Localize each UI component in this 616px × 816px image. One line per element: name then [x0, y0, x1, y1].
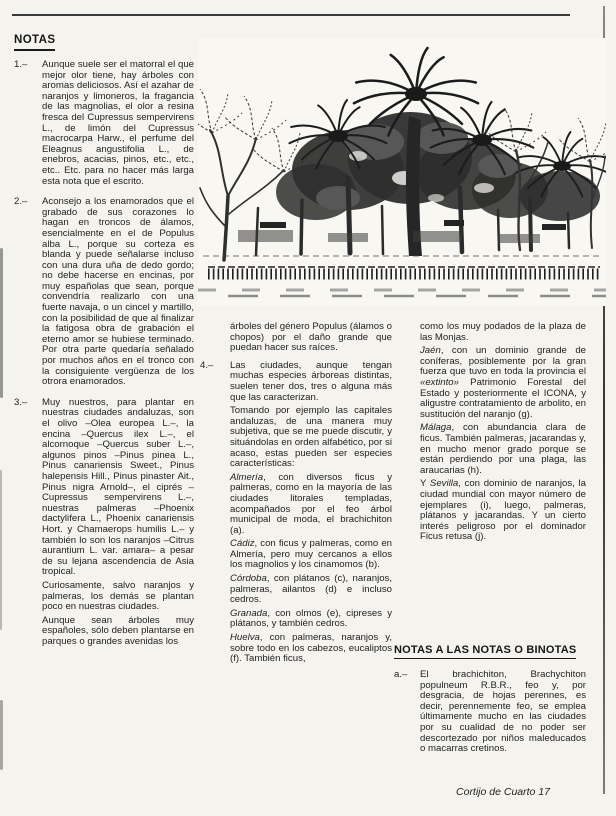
note-3	[14, 398, 194, 651]
city-name: Córdoba	[230, 573, 267, 585]
city-text: , con diversos ficus y palmeras, como en la mayoría de las ciudades litorales templadas, acompañados por el feo árbol municipal de moda, el brachichiton (a).	[230, 471, 392, 536]
city-paragraph-almeria	[230, 473, 392, 537]
right-column	[394, 322, 586, 546]
scan-smudge	[0, 248, 3, 398]
note-a-block	[394, 670, 586, 758]
note-3-text: Aunque sean árboles muy españoles, sólo deben plantarse en parques o grandes avenidas los	[42, 614, 194, 647]
binotas-heading	[394, 644, 586, 659]
city-text: , con ficus y palmeras, como en Almería, pero muy cercanos a ellos los magnolios y los cinamomos (b).	[230, 538, 392, 571]
note-1	[14, 60, 194, 190]
continuation-paragraph: árboles del género Populus (álamos o chopos) por el daño grande que puedan hacer sus raíces.	[230, 321, 392, 354]
quoted-word: «extinto»	[420, 376, 459, 388]
city-name: Almería	[230, 471, 264, 483]
park-palms-photo	[198, 38, 606, 306]
note-a-text: El brachichiton, Brachychiton populneum R.B.R., feo y, por desgracia, de hojas perennes, es decir, perennemente feo, se emplea últimamente mucho en las ciudades por su cualidad de no poder ser descortezado por niños maleducados o macarras cretinos.	[420, 669, 586, 755]
page-footer: Cortijo de Cuarto 17	[456, 786, 550, 798]
city-name: Cádiz	[230, 538, 255, 550]
note-a	[394, 669, 586, 755]
note-1-text: Aunque suele ser el matorral el que mejor olor tiene, hay árboles con aromas deliciosos. Así el azahar de naranjos y limoneros, la fragancia de las magnolias, el olor a resina fresca del Cupressus sempervirens L., de limón del Cupressus macrocarpa Harw., el perfume del Eleagnus angustifolia L., de enebros, acacias, pinos, etc., etc., etc.. Etc. para no hacer más larga esta nota que el escrito.	[42, 59, 194, 187]
note-3-number: 3.–	[14, 396, 28, 408]
city-text: , con abundancia clara de ficus. También palmeras, jacarandas y, en mucho menor grado porque se están perdiendo por una plaga, las araucarias (h).	[420, 422, 586, 476]
city-name: Jaén	[420, 345, 441, 357]
city-paragraph-malaga	[420, 423, 586, 476]
note-4-text: Las ciudades, aunque tengan muchas especies árboreas distintas, suelen tener dos, tres o alguna más que las caracterizan.	[230, 359, 392, 403]
city-paragraph-cordoba	[230, 574, 392, 606]
note-2-number: 2.–	[14, 196, 28, 208]
scan-smudge	[0, 700, 3, 770]
note-4-text: Tomando por ejemplo las capitales andaluzas, de una manera muy subjetiva, que se me puede discutir, y situándolas en orden alfabético, por si acaso, estas pueden ser especies características:	[230, 405, 392, 470]
city-text: Y	[420, 478, 430, 490]
city-paragraph-jaen	[420, 346, 586, 420]
city-paragraph-sevilla	[420, 479, 586, 543]
city-paragraph-cadiz	[230, 539, 392, 571]
page-title: NOTAS	[14, 34, 55, 51]
scan-smudge	[0, 470, 2, 630]
city-name: Sevilla	[429, 478, 459, 490]
city-paragraph-granada	[230, 609, 392, 630]
middle-column	[200, 322, 392, 668]
top-rule	[12, 14, 570, 16]
note-a-number: a.–	[394, 669, 408, 680]
city-name: Málaga	[420, 422, 452, 434]
city-text: , con plátanos (c), naranjos, palmeras, ailantos (d) e incluso cedros.	[230, 573, 392, 606]
city-text: , con olmos (e), cipreses y plátanos, y también cedros.	[230, 607, 392, 630]
city-name: Huelva	[230, 632, 260, 644]
city-text: , con palmeras, naranjos y, sobre todo en los cabezos, eucaliptos (f). También ficus,	[230, 632, 392, 665]
city-text: , con dominio de naranjos, la ciudad mundial con mayor número de ejemplares (i), luego, palmeras, plátanos y jacarandas. Y un cierto interés peligroso por el dominador Ficus retusa (j).	[420, 478, 586, 543]
note-4	[200, 359, 392, 403]
continuation-paragraph: como los muy podados de la plaza de las Monjas.	[420, 321, 586, 343]
binotas-heading-text: NOTAS A LAS NOTAS O BINOTAS	[394, 644, 576, 659]
note-3-text: Curiosamente, salvo naranjos y palmeras, los demás se plantan poco en nuestras ciudades.	[42, 579, 194, 613]
note-2	[14, 197, 194, 391]
city-name: Granada	[230, 607, 268, 619]
city-paragraph-huelva	[230, 633, 392, 665]
note-3-text: Muy nuestros, para plantar en nuestras ciudades andaluzas, son el olivo –Olea europea L.–, la encina –Quercus ilex L.–, el alcornoque –Quercus suber L.–, algunos pinos –Pinus pinea L., Pinus canariensis Sweet., Pinus halepensis Hill., Pinus pinaster Ait., Pinus nigra Arnold–, el ciprés –Cupressus sempervirens L.–, nuestras palmeras –Phoenix dactylifera L., Phoenix canariensis Hort. y Chamaerops humilis L.– y también lo son los naranjos –Citrus aurantium L. var. amara– a pesar de su lejana ascendencia de Asia tropical.	[42, 396, 194, 578]
note-4-number: 4.–	[200, 359, 214, 371]
city-text: , con un dominio grande de coníferas, posiblemente por la gran fuerza que tuvo en toda la provincia el	[420, 345, 586, 378]
note-1-number: 1.–	[14, 59, 28, 70]
left-column	[14, 60, 194, 650]
note-2-text: Aconsejo a los enamorados que el grabado de sus corazones lo hagan en troncos de álamos, esencialmente en el de Populus alba L., porque su corteza es blanda y puede señalarse incluso con una dura uña de dedo gordo; no debe hacerse en encinas, por muy españolas que sean, porque convendría realizarlo con una fuerte navaja, o un cincel y martillo, con la posibilidad de que al finalizar la fatigosa obra de grabación el eterno amor se hubiese terminado. Por otra parte quedaría señalado por muchos años en el tronco con la consiguiente vergüenza de los otrora enamorados.	[42, 196, 194, 388]
city-text: Patrimonio Forestal del Estado y posteriormente el ICONA, y aligustre contratamiento de arbolito, en sustitución del naranjo (g).	[420, 376, 586, 420]
